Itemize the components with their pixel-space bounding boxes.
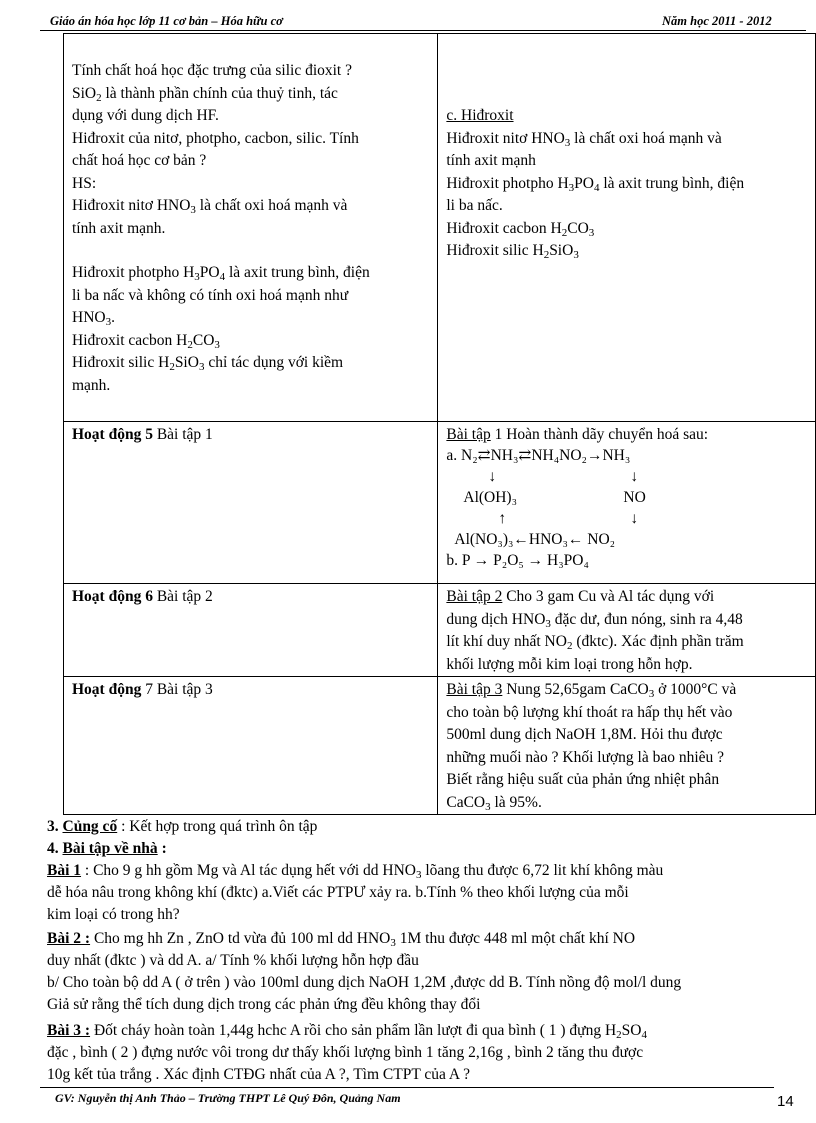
text-line: Hiđroxit cacbon $H_2CO_3$ xyxy=(72,331,220,351)
footer-divider xyxy=(40,1087,774,1088)
text-line: những muối nào ? Khối lượng là bao nhiêu ? xyxy=(446,748,725,766)
section-homework: 4. Bài tập về nhà : xyxy=(47,840,167,857)
header-left: Giáo án hóa học lớp 11 cơ bản – Hóa hữu cơ xyxy=(50,14,283,28)
text-line: đặc , bình ( 2 ) đựng nước vôi trong dư thấy khối lượng bình 1 tăng 2,16g , bình 2 tăng thu được xyxy=(47,1044,644,1061)
text-line: 10g kết tủa trắng . Xác định CTĐG nhất của A ?, Tìm CTPT của A ? xyxy=(47,1066,471,1083)
text-line: Hiđroxit photpho $H_3PO_4$ là axit trung bình, điện xyxy=(72,264,370,283)
text-line: tính axit mạnh xyxy=(446,152,536,169)
text-line: b/ Cho toàn bộ dd A ( ở trên ) vào 100ml dung dịch NaOH 1,2M ,được dd B. Tính nồng độ mol/l dung xyxy=(47,974,682,991)
text-line: CaCO$_3$ là 95%. xyxy=(446,793,542,813)
text-line: Bài tập 1 Hoàn thành dãy chuyển hoá sau: xyxy=(446,426,709,443)
spacer xyxy=(72,240,429,262)
table-row xyxy=(64,422,816,584)
text-line: $HNO_3$. xyxy=(72,309,115,328)
row1-right-cell xyxy=(438,34,816,422)
row2-left-cell xyxy=(64,422,438,584)
text-line: Al(OH)₃ NO xyxy=(463,489,646,506)
arrow-line: ↓ ↓ xyxy=(488,468,639,485)
reaction-chain: b. P → P₂O₅ → H₃PO₄ xyxy=(446,552,589,569)
text-line: li ba nấc. xyxy=(446,197,503,214)
text-line: Hiđroxit của nitơ, photpho, cacbon, silic. Tính xyxy=(72,129,359,147)
row4-right-cell xyxy=(438,677,816,815)
text-line: chất hoá học cơ bản ? xyxy=(72,152,207,169)
exercise-label: Bài tập 3 xyxy=(446,681,503,698)
header-right: Năm học 2011 - 2012 xyxy=(662,14,772,28)
activity-label: Hoạt động 5 xyxy=(72,426,153,443)
text-line: Bài tập 2 Cho 3 gam Cu và Al tác dụng với xyxy=(446,588,715,605)
reaction-chain: Al(NO₃)₃←HNO₃← NO₂ xyxy=(454,531,616,548)
text-line: dụng với dung dịch HF. xyxy=(72,107,219,124)
text-line: Hiđroxit photpho $H_3PO_4$ là axit trung bình, điện xyxy=(446,174,745,194)
text-line: dung dịch $HNO_3$ đặc dư, đun nóng, sinh ra 4,48 xyxy=(446,610,743,630)
exercise-2 xyxy=(47,928,816,1016)
text-line: Hiđroxit nitơ $HNO_3$ là chất oxi hoá mạnh và xyxy=(446,129,722,149)
text-line: 500ml dung dịch NaOH 1,8M. Hỏi thu được xyxy=(446,726,723,743)
text-line: SiO$_2$ là thành phần chính của thuỷ tinh, tác xyxy=(72,84,338,104)
activity-text: 7 Bài tập 3 xyxy=(141,681,213,698)
table-row xyxy=(64,34,816,422)
text-line: tính axit mạnh. xyxy=(72,219,166,237)
text-line: Hiđroxit cacbon $H_2CO_3$ xyxy=(446,219,595,239)
row1-left-cell xyxy=(64,34,438,422)
activity-label: Hoạt động xyxy=(72,681,142,698)
text-line: duy nhất (đktc ) và dd A. a/ Tính % khối lượng hỗn hợp đầu xyxy=(47,952,419,969)
text-line: Bài tập 3 Nung 52,65gam CaCO$_3$ ở 1000°C và xyxy=(446,681,737,700)
footer-author: GV: Nguyễn thị Anh Thảo – Trường THPT Lê Quý Đôn, Quảng Nam xyxy=(55,1091,401,1105)
page-header xyxy=(40,12,806,31)
lesson-table xyxy=(63,33,816,815)
row2-right-cell xyxy=(438,422,816,584)
text-line: dễ hóa nâu trong không khí (đktc) a.Viết các PTPƯ xảy ra. b.Tính % theo khối lượng của mỗi xyxy=(47,884,629,901)
text-line: khối lượng mỗi kim loại trong hỗn hợp. xyxy=(446,655,693,673)
text-line: cho toàn bộ lượng khí thoát ra hấp thụ hết vào xyxy=(446,703,733,721)
text-line: Bài 2 : Cho mg hh Zn , ZnO td vừa đủ 100 ml dd $HNO_3$ 1M thu được 448 ml một chất khí NO xyxy=(47,930,636,949)
text-line: Tính chất hoá học đặc trưng của silic đioxit ? xyxy=(72,62,352,79)
text-line: HS: xyxy=(72,174,97,192)
text-line: mạnh. xyxy=(72,376,111,394)
text-line: Hiđroxit silic $H_2SiO_3$ xyxy=(446,242,579,261)
exercise-label: Bài tập 2 xyxy=(446,588,503,605)
text-line: Hiđroxit silic $H_2SiO_3$ chỉ tác dụng với kiềm xyxy=(72,354,344,373)
row3-left-cell xyxy=(64,584,438,677)
section-title: c. Hiđroxit xyxy=(446,107,514,124)
reaction-chain: a. N₂⇄NH₃⇄NH₄NO₂→NH₃ xyxy=(446,447,631,464)
exercise-label: Bài tập xyxy=(446,426,491,443)
activity-text: Bài tập 1 xyxy=(152,426,213,443)
text-line: Giả sử rằng thể tích dung dịch trong các phản ứng đều không thay đổi xyxy=(47,996,481,1013)
text-line: Biết rằng hiệu suất của phản ứng nhiệt phân xyxy=(446,771,720,788)
exercise-label: Bài 3 : xyxy=(47,1022,91,1039)
activity-text: Bài tập 2 xyxy=(152,588,213,605)
text-line: lít khí duy nhất $NO_2$ (đktc). Xác định phần trăm xyxy=(446,633,744,652)
text-line: Bài 3 : Đốt cháy hoàn toàn 1,44g hchc A rồi cho sản phẩm lần lượt đi qua bình ( 1 ) đựng $H_2SO_4$ xyxy=(47,1022,647,1041)
text-line xyxy=(446,105,807,128)
table-row xyxy=(64,584,816,677)
activity-label: Hoạt động 6 xyxy=(72,588,153,605)
text-line: Bài 1 : Cho 9 g hh gồm Mg và Al tác dụng hết với dd $HNO_3$ lõang thu được 6,72 lit khí không màu xyxy=(47,862,664,881)
text-line: Hiđroxit nitơ $HNO_3$ là chất oxi hoá mạnh và xyxy=(72,197,348,216)
section-label: Củng cố xyxy=(62,818,118,835)
arrow-line: ↑ ↓ xyxy=(498,510,639,527)
exercise-label: Bài 1 xyxy=(47,862,82,879)
page-number: 14 xyxy=(777,1093,794,1110)
table-row xyxy=(64,677,816,815)
text-line: kim loại có trong hh? xyxy=(47,906,180,923)
exercise-1 xyxy=(47,860,787,926)
text-line: li ba nấc và không có tính oxi hoá mạnh như xyxy=(72,286,349,304)
exercise-label: Bài 2 : xyxy=(47,930,91,947)
row3-right-cell xyxy=(438,584,816,677)
section-consolidation: 3. Củng cố : Kết hợp trong quá trình ôn tập xyxy=(47,818,318,835)
row4-left-cell xyxy=(64,677,438,815)
section-label: Bài tập về nhà xyxy=(62,840,158,857)
exercise-3 xyxy=(47,1020,787,1086)
